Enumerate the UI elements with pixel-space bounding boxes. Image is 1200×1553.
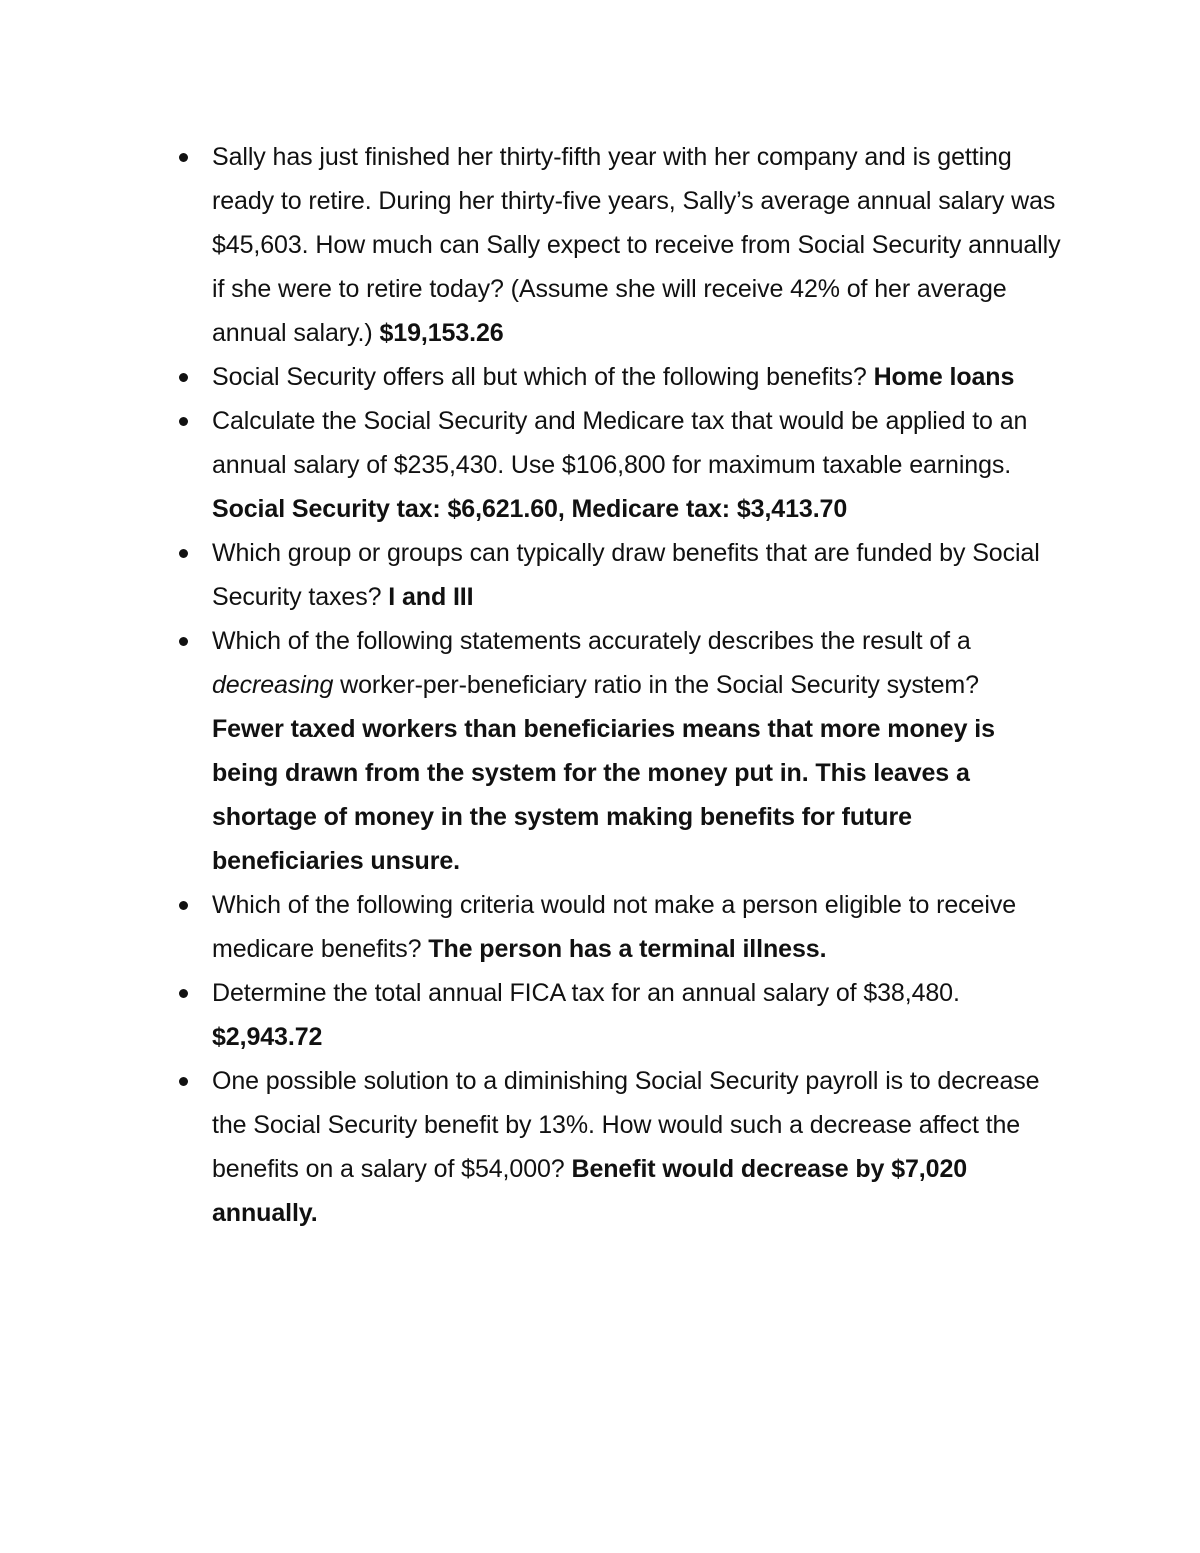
question-text: Calculate the Social Security and Medicare tax that would be applied to an annual salary of $235,430. Use $106,800 for maximum taxable earnings. [212,407,1028,479]
question-text: Which of the following statements accurately describes the result of a [212,627,971,655]
answer-text: I and III [388,583,474,611]
list-item [212,619,1062,883]
answer-text: $19,153.26 [379,319,504,347]
question-text: One possible solution to a diminishing Social Security payroll is to decrease the Social Security benefit by 13%. How would such a decrease affect the benefits on a salary of $54,000? [212,1067,1040,1183]
answer-text: $2,943.72 [212,1023,323,1051]
question-text: Which group or groups can typically draw benefits that are funded by Social Security taxes? [212,539,1040,611]
question-text: Which of the following criteria would not make a person eligible to receive medicare benefits? [212,891,1017,963]
answer-text: Social Security tax: $6,621.60, Medicare tax: $3,413.70 [212,495,848,523]
list-item [212,355,1062,399]
answer-text: Home loans [873,363,1015,391]
question-text: Social Security offers all but which of the following benefits? [212,363,867,391]
question-text: Sally has just finished her thirty-fifth year with her company and is getting ready to retire. During her thirty-five years, Sally’s average annual salary was $45,603. How much can Sally expect to receive from Social Security annually if she were to retire today? (Assume she will receive 42% of her average annual salary.) [212,143,1061,347]
bullet-icon [179,153,188,162]
list-item [212,1059,1062,1235]
bullet-icon [179,549,188,558]
list-item [212,399,1062,531]
bullet-icon [179,901,188,910]
question-list [212,135,1062,1235]
answer-text: The person has a terminal illness. [428,935,827,963]
bullet-icon [179,1077,188,1086]
list-item [212,135,1062,355]
list-item [212,883,1062,971]
question-text: worker-per-beneficiary ratio in the Social Security system? [340,671,979,699]
question-text: Determine the total annual FICA tax for an annual salary of $38,480. [212,979,960,1007]
bullet-icon [179,373,188,382]
list-item [212,971,1062,1059]
answer-text: Benefit would decrease by $7,020 annually. [212,1155,968,1227]
emphasized-word: decreasing [212,671,334,699]
bullet-icon [179,637,188,646]
list-item [212,531,1062,619]
bullet-icon [179,989,188,998]
answer-text: Fewer taxed workers than beneficiaries means that more money is being drawn from the system for the money put in. This leaves a shortage of money in the system making benefits for future beneficiaries unsure. [212,715,995,875]
bullet-icon [179,417,188,426]
